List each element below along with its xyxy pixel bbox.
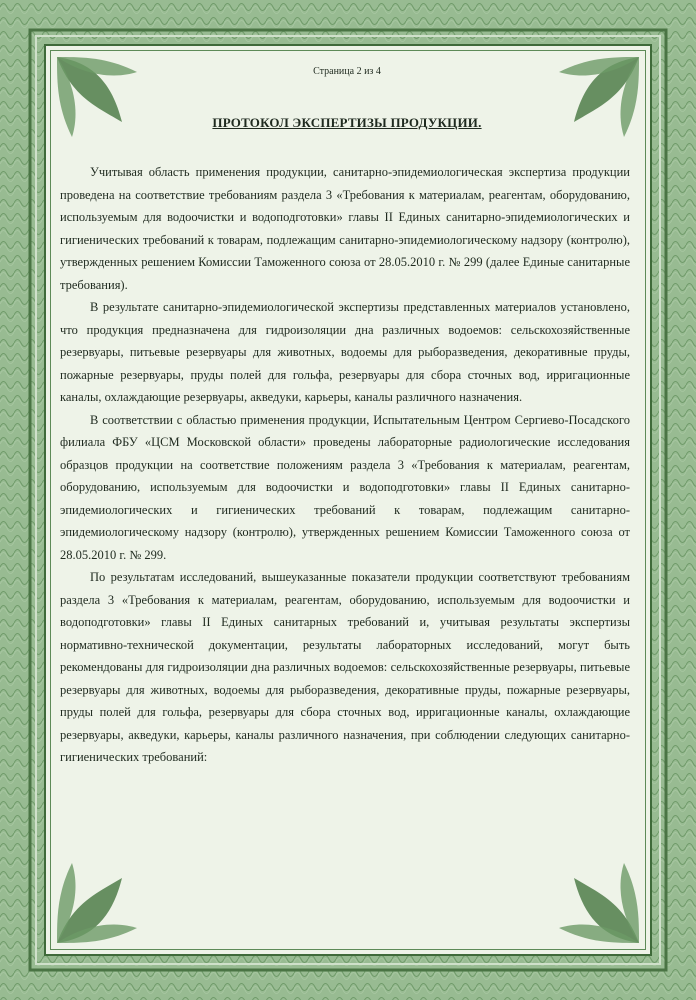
leaf-ornament-icon [52,858,142,948]
leaf-ornament-icon [554,858,644,948]
document-body [60,60,634,769]
page-number: Страница 2 из 4 [313,66,381,77]
paragraph: В результате санитарно-эпидемиологической экспертизы представленных материалов установлено, что продукция предназначена для гидроизоляции дна различных водоемов: сельскохозяйственные резервуары, питьевые резервуары для животных, водоемы для рыборазведения, декоративные пруды, пожарные резервуары, пруды полей для гольфа, резервуары для сбора сточных вод, ирригационные каналы, охлаждающие резервуары, акведуки, карьеры, каналы различного назначения. [60,300,630,404]
paragraph: В соответствии с областью применения продукции, Испытательным Центром Сергиево-Посадского филиала ФБУ «ЦСМ Московской области» проведены лабораторные радиологические исследования образцов продукции на соответствие положениям раздела 3 «Требования к материалам, реагентам, оборудованию, используемым для водоочистки и водоподготовки» главы II Единых санитарно-эпидемиологических и гигиенических требований к товарам, подлежащим санитарно-эпидемиологическому надзору (контролю), утвержденных решением Комиссии Таможенного союза от 28.05.2010 г. № 299. [60,412,630,562]
page-title: ПРОТОКОЛ ЭКСПЕРТИЗЫ ПРОДУКЦИИ. [212,115,482,130]
paragraph: Учитывая область применения продукции, санитарно-эпидемиологическая экспертиза продукции проведена на соответствие требованиям раздела 3 «Требования к материалам, реагентам, оборудованию, используемым для водоочистки и водоподготовки» главы II Единых санитарно-эпидемиологических и гигиенических требований к товарам, подлежащим санитарно-эпидемиологическому надзору (контролю), утвержденных решением Комиссии Таможенного союза от 28.05.2010 г. № 299 (далее Единые санитарные требования). [60,165,630,292]
paragraph: По результатам исследований, вышеуказанные показатели продукции соответствуют требованиям раздела 3 «Требования к материалам, реагентам, оборудованию, используемым для водоочистки и водоподготовки» главы II Единых санитарных требований и, учитывая результаты экспертизы нормативно-технической документации, результаты лабораторных исследований, могут быть рекомендованы для гидроизоляции дна различных водоемов: сельскохозяйственные резервуары, питьевые резервуары для животных, водоемы для рыборазведения, декоративные пруды, пожарные резервуары, пруды полей для гольфа, резервуары для сбора сточных вод, ирригационные каналы, охлаждающие резервуары, акведуки, карьеры, каналы различного назначения, при соблюдении следующих санитарно-гигиенических требований: [60,570,630,764]
